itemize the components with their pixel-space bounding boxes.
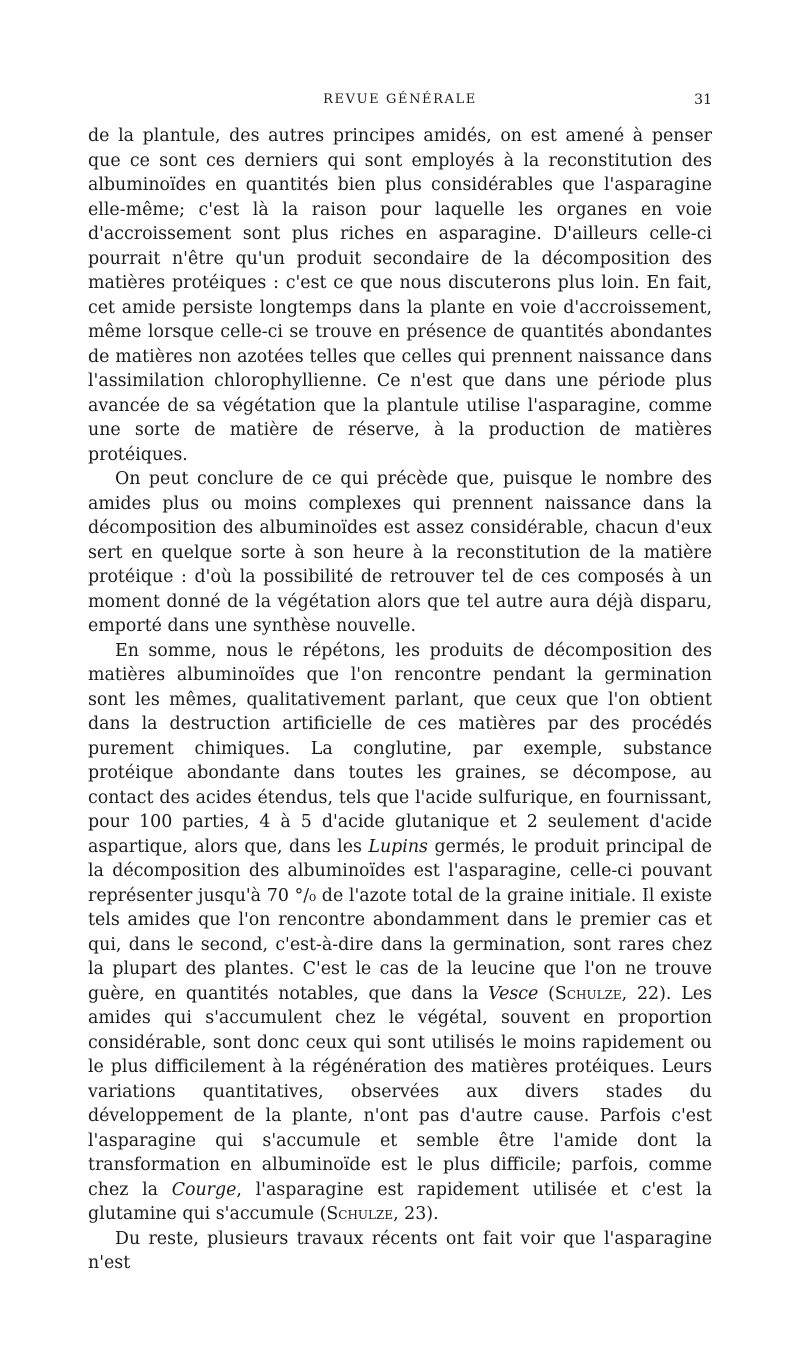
species-name-lupins: Lupins <box>368 836 428 857</box>
paragraph-text: , l'asparagine est rapidement utilisée et c'est la glutamine qui s'accumule ( <box>88 1179 712 1224</box>
paragraph-4 <box>88 1227 712 1276</box>
author-citation: Schulze <box>554 983 622 1004</box>
species-name-vesce: Vesce <box>488 983 539 1004</box>
paragraph-3 <box>88 639 712 1227</box>
paragraph-text: On peut conclure de ce qui précède que, puisque le nombre des amides plus ou moins complexes qui prennent naissance dans la décomposition des albuminoïdes est assez considérable, chacun d'eux sert en quelque sorte à son heure à la reconstitution de la matière protéique : d'où la possibilité de retrouver tel de ces composés à un moment donné de la végétation alors que tel autre aura déjà disparu, emporté dans une synthèse nouvelle. <box>88 469 712 636</box>
paragraph-1 <box>88 124 712 467</box>
paragraph-text: Du reste, plusieurs travaux récents ont fait voir que l'asparagine n'est <box>88 1228 712 1273</box>
paragraph-text: En somme, nous le répétons, les produits de décomposition des matières albuminoïdes que l'on rencontre pendant la germination sont les mêmes, qualitativement parlant, que ceux que l'on obtient dans la destruction artificielle de ces matières par des procédés purement chimiques. La conglutine, par exemple, substance protéique abondante dans toutes les graines, se décompose, au contact des acides étendus, tels que l'acide sulfurique, en fournissant, pour 100 parties, 4 à 5 d'acide glutanique et 2 seulement d'acide aspartique, alors que, dans les <box>88 640 712 857</box>
paragraph-text: germés, le produit principal de la décomposition des albuminoïdes est l'asparagine, celle-ci pouvant représenter jusqu'à 70 °/₀ de l'azote total de la graine initiale. Il existe tels amides que l'on rencontre abondamment dans le premier cas et qui, dans le second, c'est-à-dire dans la germination, sont rares chez la plupart des plantes. C'est le cas de la leucine que l'on ne trouve guère, en quantités notables, que dans la <box>88 836 712 1004</box>
paragraph-text: ( <box>538 983 555 1004</box>
running-head <box>88 90 712 110</box>
paragraph-text: , 22). Les amides qui s'accumulent chez le végétal, souvent en proportion considérable, sont donc ceux qui sont utilisés le moins rapidement ou le plus difficilement à la régénération des matières protéiques. Leurs variations quantitatives, observées aux divers stades du développement de la plante, n'ont pas d'autre cause. Parfois c'est l'asparagine qui s'accumule et semble être l'amide dont la transformation en albuminoïde est le plus difficile; parfois, comme chez la <box>88 983 712 1200</box>
paragraph-text: de la plantule, des autres principes amidés, on est amené à penser que ce sont ces derniers qui sont employés à la reconstitution des albuminoïdes en quantités bien plus considérables que l'asparagine elle-même; c'est là la raison pour laquelle les organes en voie d'accroissement sont plus riches en asparagine. D'ailleurs celle-ci pourrait n'être qu'un produit secondaire de la décomposition des matières protéiques : c'est ce que nous discuterons plus loin. En fait, cet amide persiste longtemps dans la plante en voie d'accroissement, même lorsque celle-ci se trouve en présence de quantités abondantes de matières non azotées telles que celles qui prennent naissance dans l'assimilation chlorophyllienne. Ce n'est que dans une période plus avancée de sa végétation que la plantule utilise l'asparagine, comme une sorte de matière de réserve, à la production de matières protéiques. <box>88 126 712 465</box>
paragraph-2 <box>88 467 712 639</box>
page-number: 31 <box>694 92 712 108</box>
paragraph-text: , 23). <box>393 1204 439 1224</box>
species-name-courge: Courge <box>171 1179 237 1200</box>
running-title: REVUE GÉNÉRALE <box>323 92 477 107</box>
body-text <box>88 124 712 1276</box>
author-citation: Schulze <box>326 1204 394 1224</box>
